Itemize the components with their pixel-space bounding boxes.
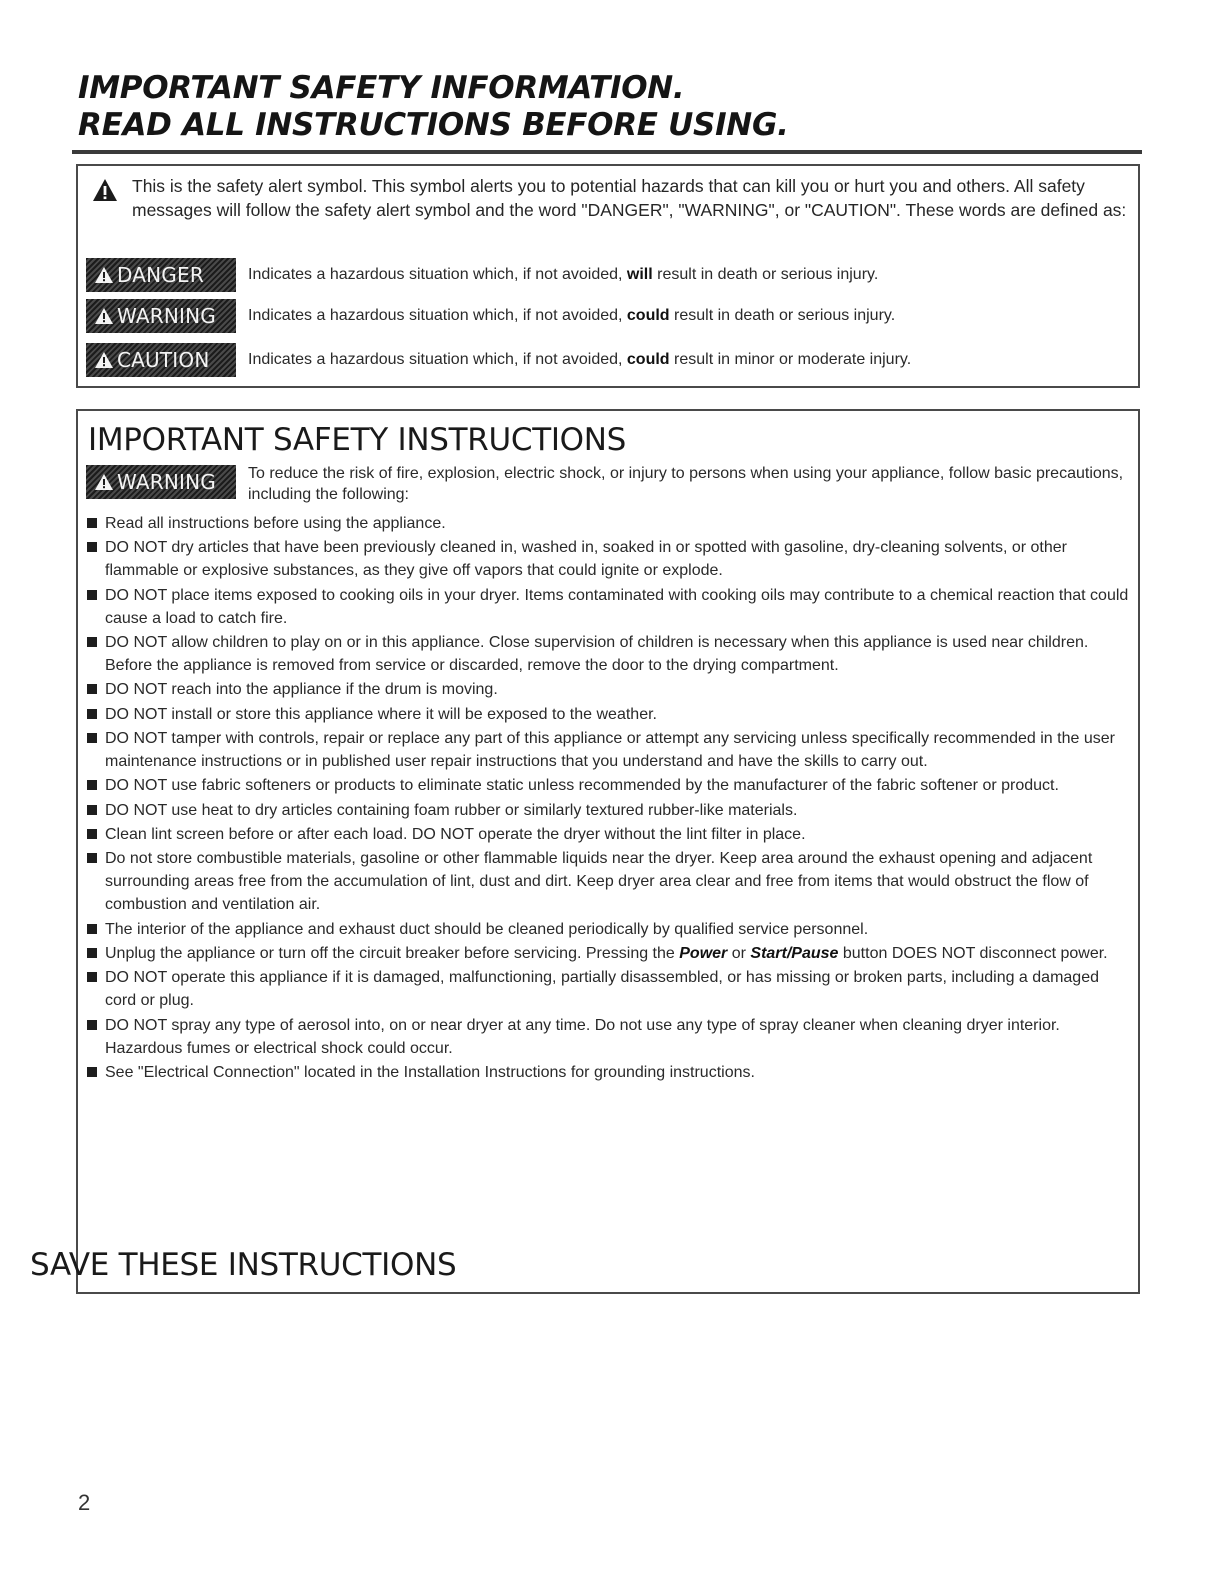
instructions-warning-label: WARNING bbox=[117, 470, 216, 494]
list-item: DO NOT install or store this appliance where it will be exposed to the weather. bbox=[84, 703, 1132, 726]
bullet-square-icon bbox=[87, 948, 97, 958]
bullet-square-icon bbox=[87, 518, 97, 528]
bullet-square-icon bbox=[87, 972, 97, 982]
instructions-intro: To reduce the risk of fire, explosion, electric shock, or injury to persons when using your appliance, follow basic precautions, including the following: bbox=[248, 465, 1124, 503]
bullet-square-icon bbox=[87, 780, 97, 790]
bullet-square-icon bbox=[87, 709, 97, 719]
instructions-warning-badge bbox=[86, 465, 236, 499]
danger-badge-label: DANGER bbox=[117, 263, 204, 287]
page-title-line-1: IMPORTANT SAFETY INFORMATION. bbox=[78, 70, 685, 106]
signal-row-warning bbox=[86, 299, 1136, 335]
danger-badge bbox=[86, 258, 236, 292]
warning-badge bbox=[86, 299, 236, 333]
save-instructions-title: SAVE THESE INSTRUCTIONS bbox=[30, 1247, 457, 1283]
bullet-square-icon bbox=[87, 733, 97, 743]
bullet-square-icon bbox=[87, 1020, 97, 1030]
safety-alert-icon bbox=[92, 178, 118, 202]
caution-badge-label: CAUTION bbox=[117, 348, 210, 372]
safety-alert-definitions-box bbox=[76, 164, 1140, 388]
caution-description: Indicates a hazardous situation which, if not avoided, could result in minor or moderate injury. bbox=[248, 351, 912, 368]
bullet-square-icon bbox=[87, 1067, 97, 1077]
signal-row-caution bbox=[86, 343, 1136, 379]
list-item: The interior of the appliance and exhaust duct should be cleaned periodically by qualified service personnel. bbox=[84, 918, 1132, 941]
safety-alert-intro: This is the safety alert symbol. This symbol alerts you to potential hazards that can kill you or hurt you and others. All safety messages will follow the safety alert symbol and the word "DANGER", "WARNING", or "CAUTION". These words are defined as: bbox=[132, 176, 1127, 220]
list-item: Clean lint screen before or after each load. DO NOT operate the dryer without the lint filter in place. bbox=[84, 823, 1132, 846]
list-item: DO NOT use fabric softeners or products to eliminate static unless recommended by the manufacturer of the fabric softener or product. bbox=[84, 774, 1132, 797]
safety-instructions-box bbox=[76, 409, 1140, 1294]
bullet-square-icon bbox=[87, 542, 97, 552]
list-item: DO NOT operate this appliance if it is damaged, malfunctioning, partially disassembled, or has missing or broken parts, including a damaged cord or plug. bbox=[84, 966, 1132, 1012]
warning-badge-label: WARNING bbox=[117, 304, 216, 328]
list-item: Read all instructions before using the appliance. bbox=[84, 512, 1132, 535]
alert-triangle-icon bbox=[94, 473, 114, 491]
caution-badge bbox=[86, 343, 236, 377]
alert-triangle-icon bbox=[94, 266, 114, 284]
signal-row-danger bbox=[86, 258, 1136, 294]
page-title-line-2: READ ALL INSTRUCTIONS BEFORE USING. bbox=[78, 107, 789, 143]
list-item: DO NOT use heat to dry articles containing foam rubber or similarly textured rubber-like materials. bbox=[84, 799, 1132, 822]
bullet-square-icon bbox=[87, 829, 97, 839]
list-item: DO NOT dry articles that have been previously cleaned in, washed in, soaked in or spotted with gasoline, dry-cleaning solvents, or other flammable or explosive substances, as they give off vapors that could ignite or explode. bbox=[84, 536, 1132, 582]
instruction-list bbox=[84, 512, 1132, 1086]
bullet-square-icon bbox=[87, 684, 97, 694]
danger-description: Indicates a hazardous situation which, if not avoided, will result in death or serious injury. bbox=[248, 266, 879, 283]
list-item: Do not store combustible materials, gasoline or other flammable liquids near the dryer. Keep area around the exhaust opening and adjacent surrounding areas free from the accumulation of lint, dust and dirt. Keep dryer area clear and free from items that would obstruct the flow of combustion and ventilation air. bbox=[84, 847, 1132, 916]
bullet-square-icon bbox=[87, 853, 97, 863]
page-number: 2 bbox=[78, 1490, 91, 1515]
section-title: IMPORTANT SAFETY INSTRUCTIONS bbox=[88, 422, 627, 458]
list-item: DO NOT spray any type of aerosol into, on or near dryer at any time. Do not use any type of spray cleaner when cleaning dryer interior. Hazardous fumes or electrical shock could occur. bbox=[84, 1014, 1132, 1060]
bullet-square-icon bbox=[87, 590, 97, 600]
bullet-square-icon bbox=[87, 805, 97, 815]
list-item: DO NOT allow children to play on or in this appliance. Close supervision of children is necessary when this appliance is used near children. Before the appliance is removed from service or discarded, remove the door to the drying compartment. bbox=[84, 631, 1132, 677]
page-title bbox=[78, 70, 1148, 144]
list-item: DO NOT reach into the appliance if the drum is moving. bbox=[84, 678, 1132, 701]
warning-description: Indicates a hazardous situation which, if not avoided, could result in death or serious injury. bbox=[248, 307, 896, 324]
list-item: DO NOT place items exposed to cooking oils in your dryer. Items contaminated with cooking oils may contribute to a chemical reaction that could cause a load to catch fire. bbox=[84, 584, 1132, 630]
title-rule bbox=[72, 150, 1142, 154]
bullet-square-icon bbox=[87, 924, 97, 934]
list-item-power: Unplug the appliance or turn off the circuit breaker before servicing. Pressing the Power or Start/Pause button DOES NOT disconnect power. bbox=[84, 942, 1132, 965]
alert-triangle-icon bbox=[94, 307, 114, 325]
list-item: DO NOT tamper with controls, repair or replace any part of this appliance or attempt any servicing unless specifically recommended in the user maintenance instructions or in published user repair instructions that you understand and have the skills to carry out. bbox=[84, 727, 1132, 773]
bullet-square-icon bbox=[87, 637, 97, 647]
alert-triangle-icon bbox=[94, 351, 114, 369]
list-item: See "Electrical Connection" located in the Installation Instructions for grounding instructions. bbox=[84, 1061, 1132, 1084]
